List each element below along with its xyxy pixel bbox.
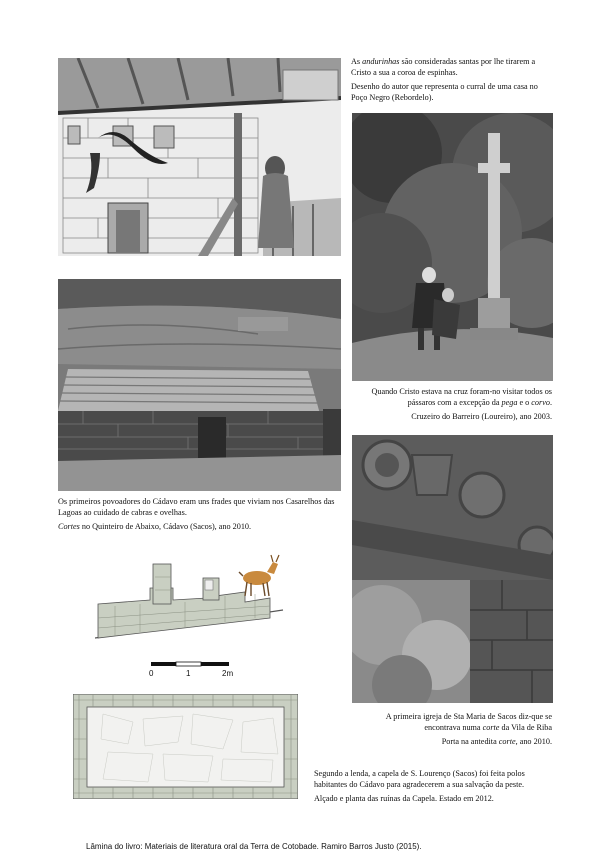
caption-povoadores-line1: Os primeiros povoadores do Cádavo eram uns frades que viviam nos Casarelhos das Lagoas ao cuidado de cabras e ovelhas. — [58, 497, 335, 517]
caption-igreja — [352, 711, 552, 750]
scale-bar — [148, 660, 238, 684]
caption-cristo-line2: Cruzeiro do Barreiro (Loureiro), ano 2003. — [411, 412, 552, 421]
caption-povoadores-line2: Cortes no Quinteiro de Abaixo, Cádavo (Sacos), ano 2010. — [58, 522, 252, 531]
page-footer: Lâmina do livro: Materiais de literatura oral da Terra de Cotobade. Ramiro Barros Justo (2015). — [86, 842, 422, 851]
caption-cristo-line1: Quando Cristo estava na cruz foram-no visitar todos os pássaros com a excepção da pega e o corvo. — [371, 387, 552, 407]
caption-cristo — [352, 386, 552, 425]
caption-andurinhas-em: andurinhas — [362, 57, 400, 66]
scale-label-2m: 2m — [222, 669, 234, 678]
caption-povoadores — [58, 496, 341, 535]
goat-illustration — [239, 555, 279, 596]
photo-cruzeiro — [352, 113, 553, 381]
caption-andurinhas-line2: Desenho do autor que representa o curral de uma casa no Poço Negro (Rebordelo). — [351, 82, 538, 102]
scale-label-0: 0 — [149, 669, 154, 678]
caption-capela-line1: Segundo a lenda, a capela de S. Lourenço (Sacos) foi feita polos habitantes do Cádavo para agradecerem a sua salvação da peste. — [314, 769, 525, 789]
sketch-drawing-swallow — [58, 58, 341, 256]
caption-capela — [314, 768, 554, 807]
caption-andurinhas-line1: As andurinhas são consideradas santas por lhe tirarem a Cristo a sua a coroa de espinhas. — [351, 57, 536, 77]
plan-drawing-capela — [73, 694, 298, 799]
caption-capela-line2: Alçado e planta das ruínas da Capela. Estado em 2012. — [314, 794, 494, 803]
elevation-drawing-capela — [95, 552, 285, 642]
caption-andurinhas — [351, 56, 551, 106]
photo-cortes-quinteiro — [58, 279, 341, 491]
photo-porta-corte — [352, 435, 553, 703]
caption-igreja-line1: A primeira igreja de Sta Maria de Sacos diz-que se encontrava numa corte da Vila de Riba — [385, 712, 552, 732]
scale-label-1: 1 — [186, 669, 191, 678]
caption-igreja-line2: Porta na antedita corte, ano 2010. — [441, 737, 552, 746]
